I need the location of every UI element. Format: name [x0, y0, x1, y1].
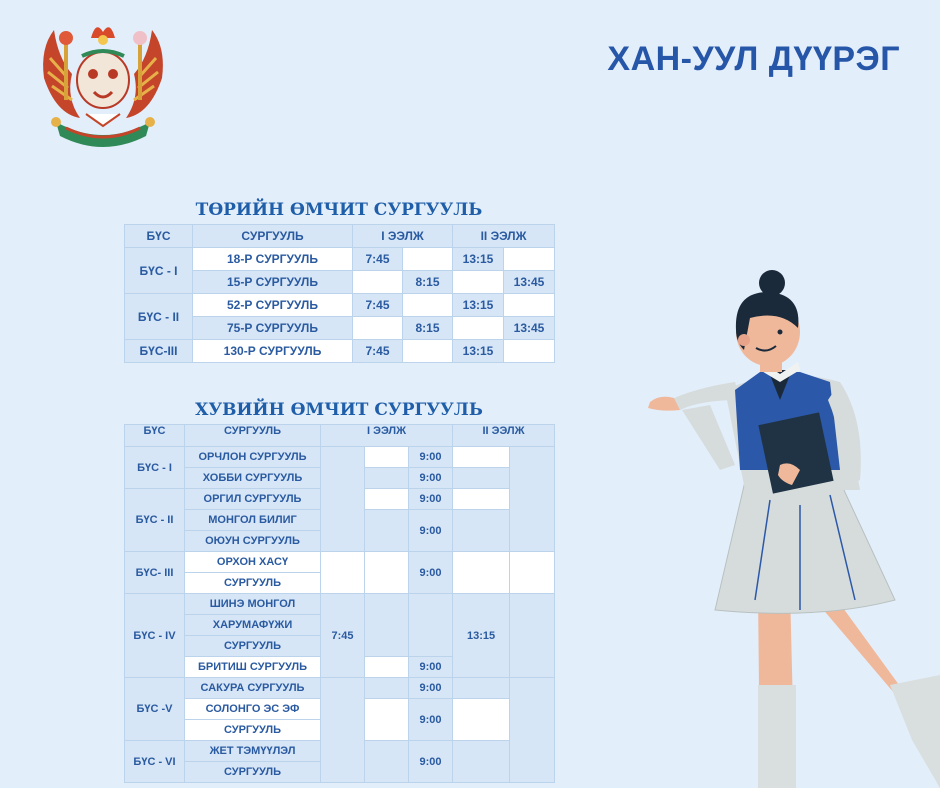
school-name-cell: СУРГУУЛЬ	[185, 762, 321, 783]
school-name-cell: ШИНЭ МОНГОЛ	[185, 594, 321, 615]
school-name-cell: 52-Р СУРГУУЛЬ	[193, 294, 353, 317]
bus-zone-cell: БҮС- III	[125, 552, 185, 594]
header-shift-1: I ЭЭЛЖ	[353, 225, 453, 248]
time-cell: 8:15	[403, 317, 453, 340]
table-row	[125, 552, 555, 573]
school-name-cell: ОРХОН ХАСҮ	[185, 552, 321, 573]
time-cell	[365, 447, 409, 468]
bus-zone-cell: БҮС-III	[125, 340, 193, 363]
header-school: СУРГУУЛЬ	[185, 425, 321, 447]
bus-zone-cell: БҮС - II	[125, 489, 185, 552]
time-cell	[504, 340, 555, 363]
time-cell	[510, 594, 555, 678]
time-cell	[453, 741, 510, 783]
public-schools-title: ТӨРИЙН ӨМЧИТ СУРГУУЛЬ	[195, 200, 483, 220]
table-header-row	[125, 225, 555, 248]
time-cell	[365, 594, 409, 657]
school-name-cell: СУРГУУЛЬ	[185, 573, 321, 594]
time-cell	[365, 510, 409, 552]
time-cell	[504, 294, 555, 317]
school-name-cell: 15-Р СУРГУУЛЬ	[193, 271, 353, 294]
time-cell: 7:45	[353, 294, 403, 317]
school-name-cell: СУРГУУЛЬ	[185, 720, 321, 741]
time-cell: 7:45	[353, 248, 403, 271]
private-schools-title: ХУВИЙН ӨМЧИТ СУРГУУЛЬ	[195, 400, 483, 420]
time-cell: 9:00	[409, 468, 453, 489]
school-name-cell: ХАРУМАФҮЖИ	[185, 615, 321, 636]
school-name-cell: ОРГИЛ СУРГУУЛЬ	[185, 489, 321, 510]
header-shift-2: II ЭЭЛЖ	[453, 425, 555, 447]
private-schools-table	[124, 424, 555, 783]
time-cell	[353, 271, 403, 294]
time-cell	[365, 678, 409, 699]
time-cell	[453, 699, 510, 741]
time-cell	[365, 489, 409, 510]
time-cell: 13:15	[453, 340, 504, 363]
school-name-cell: ОРЧЛОН СУРГУУЛЬ	[185, 447, 321, 468]
time-cell: 8:15	[403, 271, 453, 294]
school-name-cell: ЖЕТ ТЭМҮҮЛЭЛ	[185, 741, 321, 762]
time-cell: 9:00	[409, 741, 453, 783]
time-cell	[321, 552, 365, 594]
school-name-cell: СОЛОНГО ЭС ЭФ	[185, 699, 321, 720]
time-cell: 9:00	[409, 510, 453, 552]
time-cell: 9:00	[409, 552, 453, 594]
public-schools-table	[124, 224, 555, 363]
student-girl-illustration	[640, 270, 940, 788]
school-name-cell: САКУРА СУРГУУЛЬ	[185, 678, 321, 699]
time-cell	[365, 741, 409, 783]
time-cell	[504, 248, 555, 271]
time-cell	[321, 447, 365, 552]
time-cell	[453, 468, 510, 489]
bus-zone-cell: БҮС - VI	[125, 741, 185, 783]
time-cell	[365, 552, 409, 594]
time-cell	[453, 271, 504, 294]
time-cell	[510, 447, 555, 552]
time-cell	[365, 699, 409, 741]
time-cell	[453, 552, 510, 594]
bus-zone-cell: БҮС - I	[125, 447, 185, 489]
time-cell	[409, 594, 453, 657]
time-cell	[365, 657, 409, 678]
header-bus: БҮС	[125, 225, 193, 248]
bus-zone-cell: БҮС - II	[125, 294, 193, 340]
school-name-cell: МОНГОЛ БИЛИГ	[185, 510, 321, 531]
time-cell: 7:45	[321, 594, 365, 678]
time-cell: 7:45	[353, 340, 403, 363]
time-cell: 9:00	[409, 447, 453, 468]
time-cell	[453, 317, 504, 340]
table-row	[125, 447, 555, 468]
time-cell: 9:00	[409, 678, 453, 699]
time-cell: 13:45	[504, 317, 555, 340]
school-name-cell: ОЮУН СУРГУУЛЬ	[185, 531, 321, 552]
time-cell	[403, 340, 453, 363]
table-row	[125, 678, 555, 699]
table-row	[125, 294, 555, 317]
time-cell	[403, 248, 453, 271]
time-cell: 13:15	[453, 294, 504, 317]
school-name-cell: 75-Р СУРГУУЛЬ	[193, 317, 353, 340]
time-cell: 13:15	[453, 594, 510, 678]
school-name-cell: 130-Р СУРГУУЛЬ	[193, 340, 353, 363]
time-cell	[453, 489, 510, 510]
time-cell	[403, 294, 453, 317]
time-cell	[365, 468, 409, 489]
time-cell	[321, 678, 365, 783]
time-cell	[453, 510, 510, 552]
time-cell: 13:45	[504, 271, 555, 294]
time-cell	[510, 678, 555, 783]
header-bus: БҮС	[125, 425, 185, 447]
time-cell: 9:00	[409, 699, 453, 741]
school-name-cell: ХОББИ СУРГУУЛЬ	[185, 468, 321, 489]
time-cell	[353, 317, 403, 340]
time-cell: 9:00	[409, 489, 453, 510]
table-row	[125, 594, 555, 615]
bus-zone-cell: БҮС - I	[125, 248, 193, 294]
time-cell: 9:00	[409, 657, 453, 678]
district-title: ХАН-УУЛ ДҮҮРЭГ	[607, 40, 900, 78]
school-name-cell: СУРГУУЛЬ	[185, 636, 321, 657]
time-cell	[453, 678, 510, 699]
header-shift-2: II ЭЭЛЖ	[453, 225, 555, 248]
table-row	[125, 248, 555, 271]
mongolian-state-emblem-icon	[36, 18, 170, 154]
time-cell: 13:15	[453, 248, 504, 271]
time-cell	[510, 552, 555, 594]
header-shift-1: I ЭЭЛЖ	[321, 425, 453, 447]
school-name-cell: 18-Р СУРГУУЛЬ	[193, 248, 353, 271]
time-cell	[453, 447, 510, 468]
header-school: СУРГУУЛЬ	[193, 225, 353, 248]
bus-zone-cell: БҮС -V	[125, 678, 185, 741]
school-name-cell: БРИТИШ СУРГУУЛЬ	[185, 657, 321, 678]
table-row	[125, 340, 555, 363]
bus-zone-cell: БҮС - IV	[125, 594, 185, 678]
